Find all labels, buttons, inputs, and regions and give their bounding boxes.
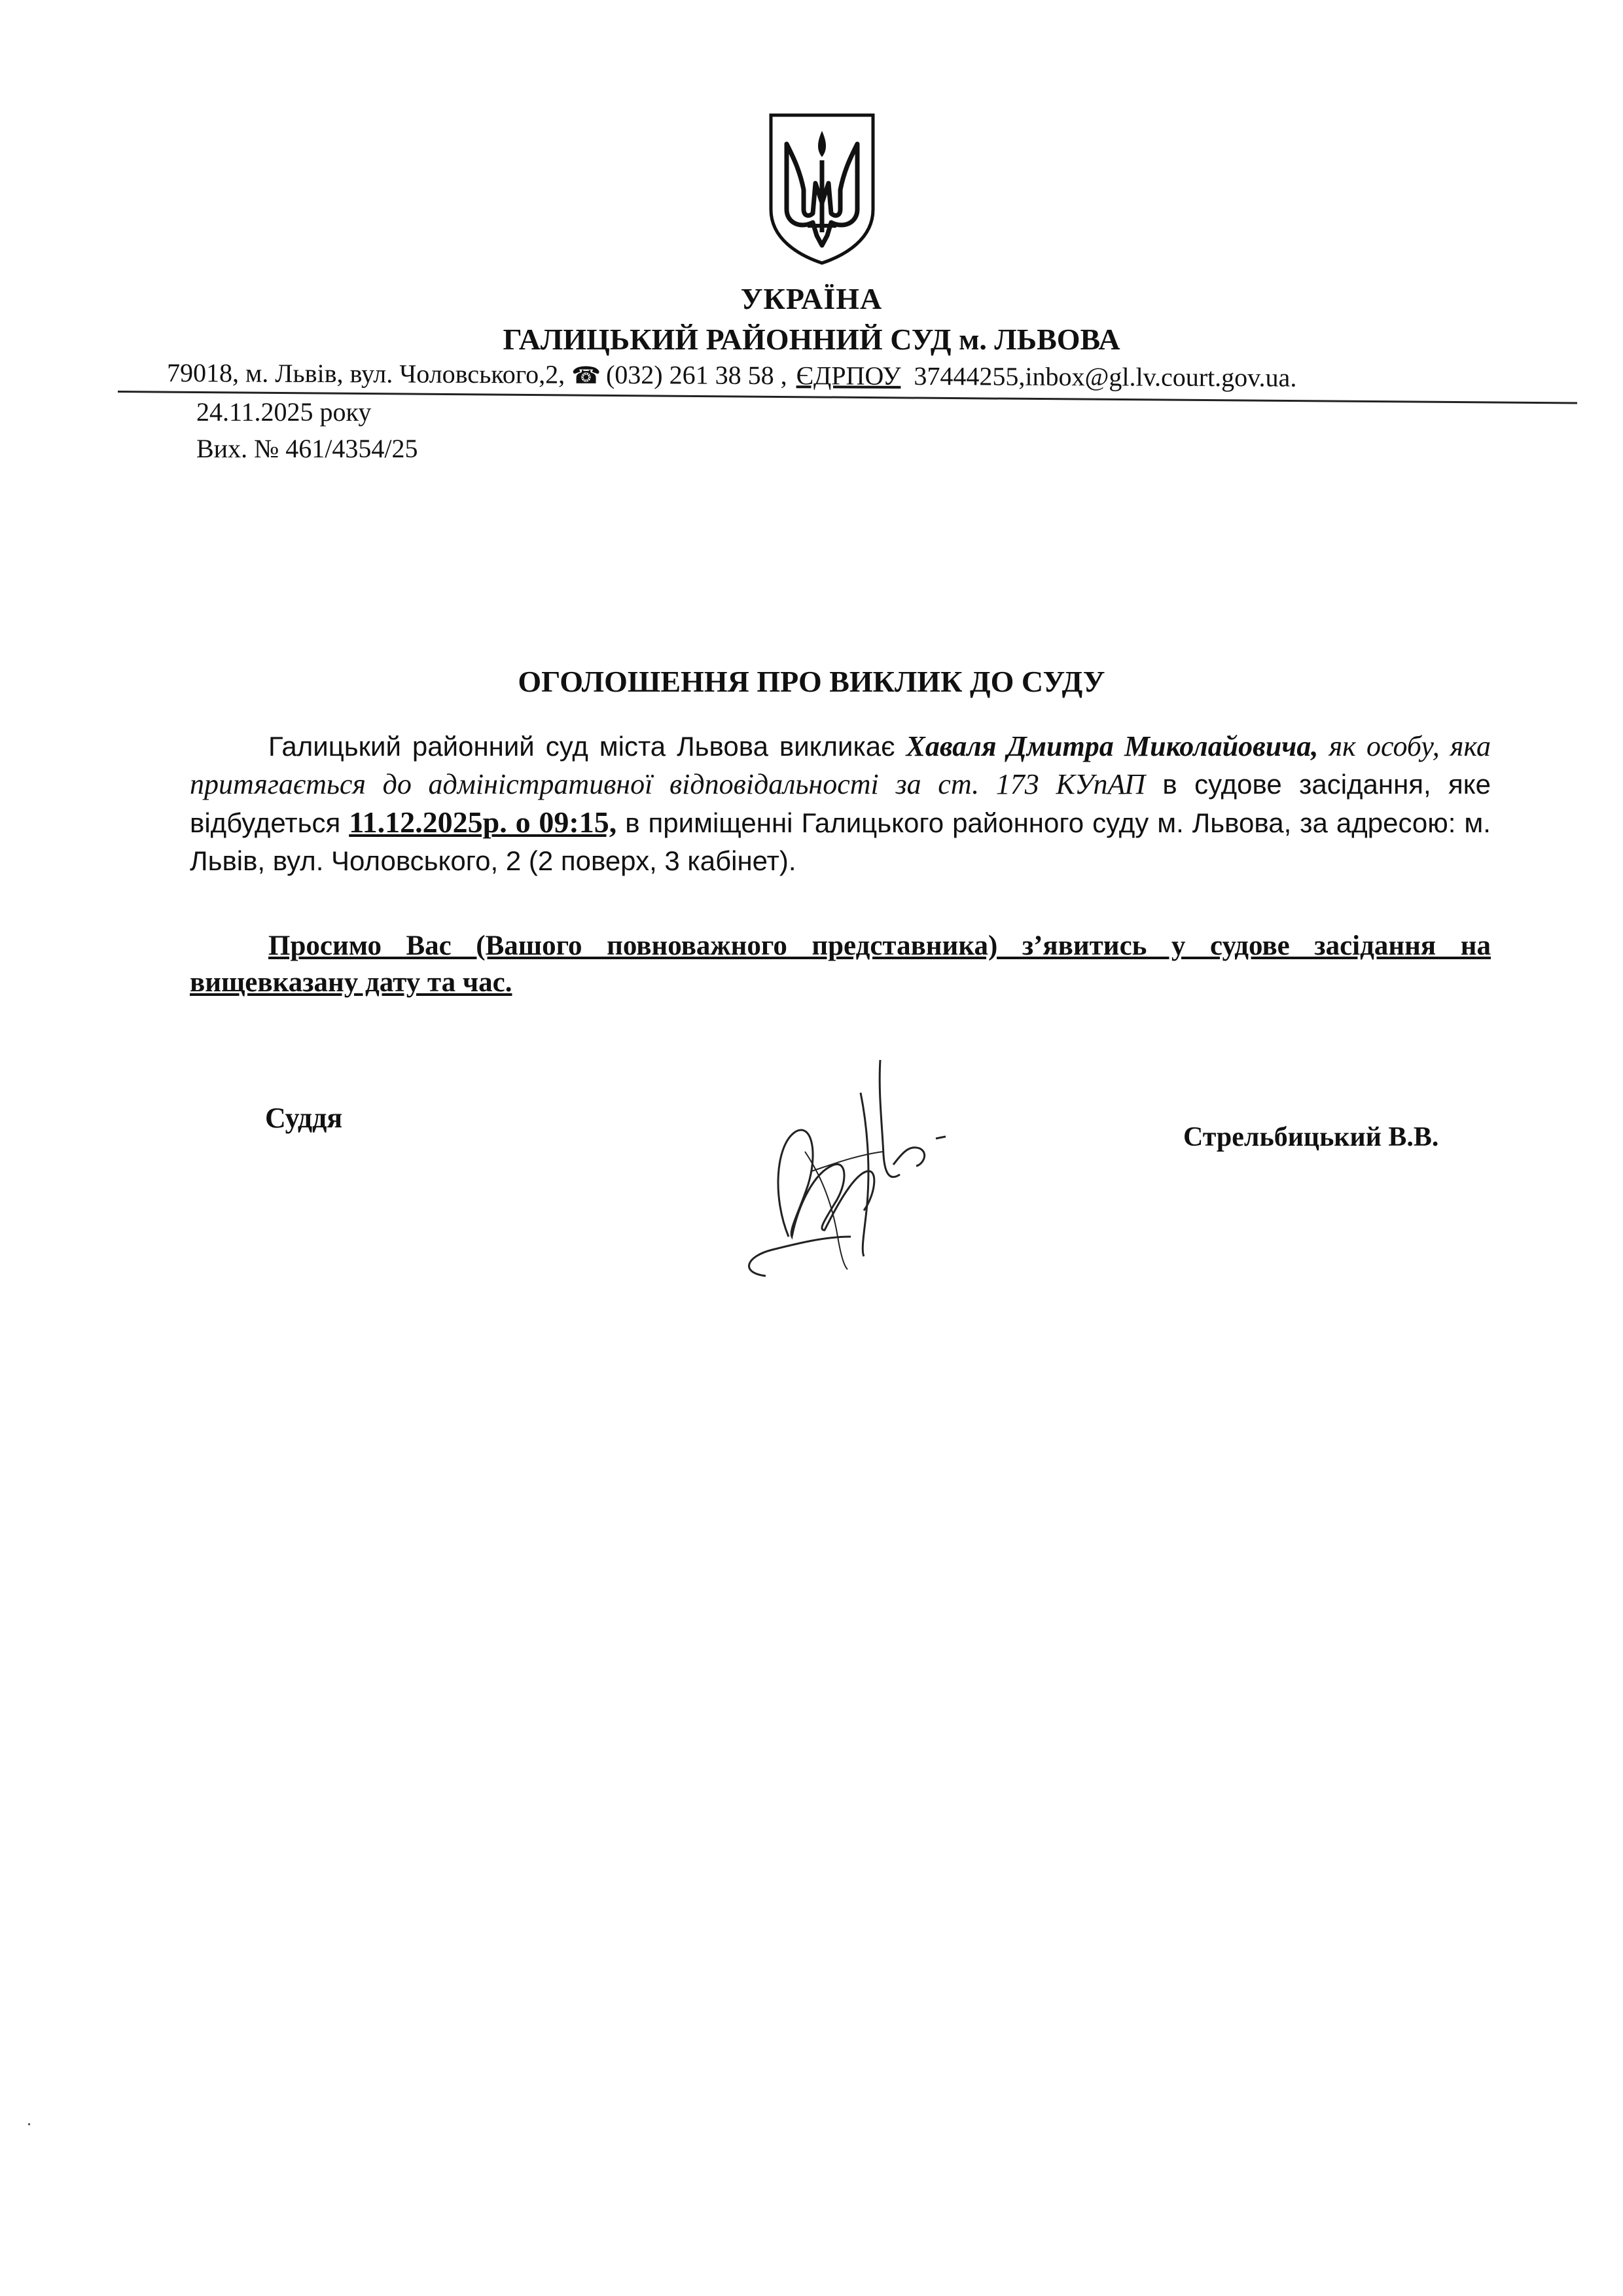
judge-name: Стрельбицький В.В.	[1183, 1122, 1439, 1152]
court-address: 79018, м. Львів, вул. Чоловського,2,	[166, 358, 565, 389]
trident-coat-of-arms-icon	[767, 111, 877, 266]
court-name-heading: ГАЛИЦЬКИЙ РАЙОННИЙ СУД м. ЛЬВОВА	[503, 323, 1120, 356]
appearance-request: Просимо Вас (Вашого повноважного представника) з’явитись у судове засідання на вищевказану дату та час.	[190, 930, 1491, 998]
telephone-icon: ☎	[571, 362, 601, 389]
signatory-role: Суддя	[265, 1102, 343, 1134]
handwritten-signature-icon	[726, 1040, 955, 1289]
hearing-datetime: 11.12.2025р. о 09:15,	[349, 805, 617, 839]
country-heading: УКРАЇНА	[740, 282, 883, 315]
hearing-location: в приміщенні Галицького районного суду м. Львова, за адресою: м. Львів, вул. Чоловського, 2 (2 поверх, 3 кабінет).	[190, 807, 1491, 876]
summoned-person-name: Хаваля Дмитра Миколайовича,	[906, 730, 1319, 762]
document-date: 24.11.2025 року	[196, 397, 372, 427]
hearing-lead-in: в судове засідання, яке відбудеться	[190, 769, 1491, 838]
liability-clause: як особу, яка притягається до адміністративної відповідальності за ст. 173 КУпАП	[190, 730, 1491, 800]
edrpou-label: ЄДРПОУ	[796, 361, 901, 391]
court-phone: (032) 261 38 58 ,	[605, 359, 787, 391]
edrpou-email: 37444255,inbox@gl.lv.court.gov.ua.	[914, 361, 1297, 393]
notice-title: ОГОЛОШЕННЯ ПРО ВИКЛИК ДО СУДУ	[518, 665, 1105, 698]
court-contact-line	[167, 357, 1297, 393]
notice-intro: Галицький районний суд міста Львова викликає	[268, 731, 906, 762]
scan-speck	[28, 2123, 30, 2125]
notice-body	[190, 728, 1491, 880]
outgoing-reference-number: Вих. № 461/4354/25	[196, 434, 418, 463]
